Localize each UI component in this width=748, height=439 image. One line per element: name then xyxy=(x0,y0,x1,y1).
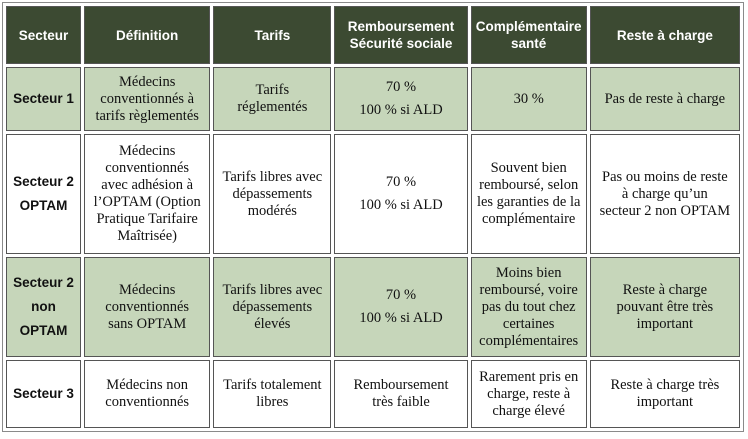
cell-line: Secteur 3 xyxy=(13,386,74,401)
cell-line: 30 % xyxy=(513,90,544,107)
cell-line: à charge qu’un xyxy=(621,185,708,202)
cell-line: Moins bien xyxy=(495,264,562,281)
cell-reste xyxy=(590,134,740,254)
cell-line: complémentaires xyxy=(479,332,579,349)
cell-line: dépassements xyxy=(232,185,313,202)
header-secteur xyxy=(6,6,81,64)
cell-line: 70 % xyxy=(385,79,417,95)
cell-line: conventionnés xyxy=(105,298,190,315)
cell-line: très faible xyxy=(372,394,430,410)
cell-line: secteur 2 non OPTAM xyxy=(599,202,731,219)
cell-tarifs xyxy=(213,360,331,428)
cell-line: Médecins non xyxy=(106,377,189,393)
cell-line: conventionnés à xyxy=(100,90,195,107)
cell-line: OPTAM xyxy=(19,323,68,338)
cell-line: remboursé, voire xyxy=(479,281,578,298)
cell-remboursement xyxy=(334,67,467,131)
comparison-table xyxy=(2,2,744,432)
cell-line: les garanties de la xyxy=(476,194,581,210)
cell-definition xyxy=(84,257,210,357)
cell-line: réglementés xyxy=(237,99,308,115)
cell-line: Médecins xyxy=(118,143,176,159)
header-remboursement-line: Remboursement xyxy=(347,19,455,34)
cell-line: Médecins xyxy=(118,73,176,90)
cell-line: important xyxy=(636,394,694,410)
cell-line: 70 % xyxy=(385,287,417,303)
cell-line: pouvant être très xyxy=(616,298,714,315)
cell-tarifs xyxy=(213,257,331,357)
header-definition-label: Définition xyxy=(116,27,179,43)
cell-line: charge, reste à xyxy=(487,385,571,402)
cell-line: 100 % si ALD xyxy=(359,197,443,213)
cell-line: OPTAM xyxy=(19,198,68,213)
cell-line: Pas ou moins de reste xyxy=(602,168,728,185)
table-row-secteur-2-non-optam xyxy=(6,257,740,357)
cell-line: Remboursement xyxy=(353,377,449,393)
cell-line: conventionnés xyxy=(105,160,190,176)
cell-line: dépassements xyxy=(232,298,313,315)
header-row xyxy=(6,6,740,64)
cell-secteur xyxy=(6,67,81,131)
cell-line: charge élevé xyxy=(492,402,565,419)
header-secteur-label: Secteur xyxy=(18,27,69,43)
cell-line: Secteur 1 xyxy=(13,91,74,106)
header-tarifs-label: Tarifs xyxy=(254,27,291,43)
header-definition xyxy=(84,6,210,64)
cell-line: 100 % si ALD xyxy=(359,102,443,118)
table-row-secteur-1 xyxy=(6,67,740,131)
cell-definition xyxy=(84,67,210,131)
cell-secteur xyxy=(6,257,81,357)
cell-line: élevés xyxy=(254,315,291,332)
cell-line: modérés xyxy=(247,202,297,219)
cell-line: Pas de reste à charge xyxy=(604,90,726,107)
cell-reste xyxy=(590,257,740,357)
cell-complementaire xyxy=(471,67,587,131)
header-remboursement xyxy=(334,6,467,64)
cell-line: 70 % xyxy=(385,174,417,190)
cell-tarifs xyxy=(213,134,331,254)
cell-secteur xyxy=(6,360,81,428)
cell-complementaire xyxy=(471,257,587,357)
header-remboursement-line: Sécurité sociale xyxy=(349,36,453,51)
cell-reste xyxy=(590,67,740,131)
cell-reste xyxy=(590,360,740,428)
cell-line: Souvent bien xyxy=(490,160,567,176)
cell-line: remboursé, selon xyxy=(479,177,579,193)
cell-line: Tarifs xyxy=(255,82,290,98)
cell-line: Rarement pris en xyxy=(479,368,579,385)
header-complementaire-line: Complémentaire xyxy=(475,19,582,34)
cell-complementaire xyxy=(471,134,587,254)
cell-line: pas du tout chez xyxy=(481,298,576,315)
cell-line: certaines xyxy=(502,315,555,332)
cell-remboursement xyxy=(334,360,467,428)
cell-line: non xyxy=(31,299,56,314)
cell-complementaire xyxy=(471,360,587,428)
cell-line: Secteur 2 xyxy=(13,174,74,189)
cell-definition xyxy=(84,360,210,428)
cell-line: sans OPTAM xyxy=(108,315,187,332)
cell-line: Tarifs totalement xyxy=(223,377,322,393)
cell-remboursement xyxy=(334,134,467,254)
cell-line: Tarifs libres avec xyxy=(222,281,323,298)
cell-line: l’OPTAM (Option xyxy=(93,194,201,210)
cell-line: Secteur 2 xyxy=(13,275,74,290)
cell-remboursement xyxy=(334,257,467,357)
cell-line: Tarifs libres avec xyxy=(222,168,323,185)
table-container xyxy=(2,2,744,432)
table-row-secteur-3 xyxy=(6,360,740,428)
header-complementaire xyxy=(471,6,587,64)
cell-line: 100 % si ALD xyxy=(359,310,443,326)
cell-line: Reste à charge très xyxy=(610,377,720,393)
cell-line: tarifs règlementés xyxy=(95,107,199,124)
header-reste xyxy=(590,6,740,64)
cell-line: complémentaire xyxy=(481,211,576,227)
cell-line: libres xyxy=(256,394,289,410)
header-tarifs xyxy=(213,6,331,64)
cell-secteur xyxy=(6,134,81,254)
cell-line: important xyxy=(636,315,694,332)
cell-line: conventionnés xyxy=(105,394,190,410)
cell-line: Reste à charge xyxy=(622,281,708,298)
cell-definition xyxy=(84,134,210,254)
cell-line: Maîtrisée) xyxy=(117,228,177,244)
cell-line: Médecins xyxy=(118,281,176,298)
cell-tarifs xyxy=(213,67,331,131)
cell-line: avec adhésion à xyxy=(101,177,194,193)
cell-line: Pratique Tarifaire xyxy=(96,211,198,227)
table-row-secteur-2-optam xyxy=(6,134,740,254)
header-complementaire-line: santé xyxy=(511,36,547,51)
header-reste-label: Reste à charge xyxy=(616,27,713,43)
